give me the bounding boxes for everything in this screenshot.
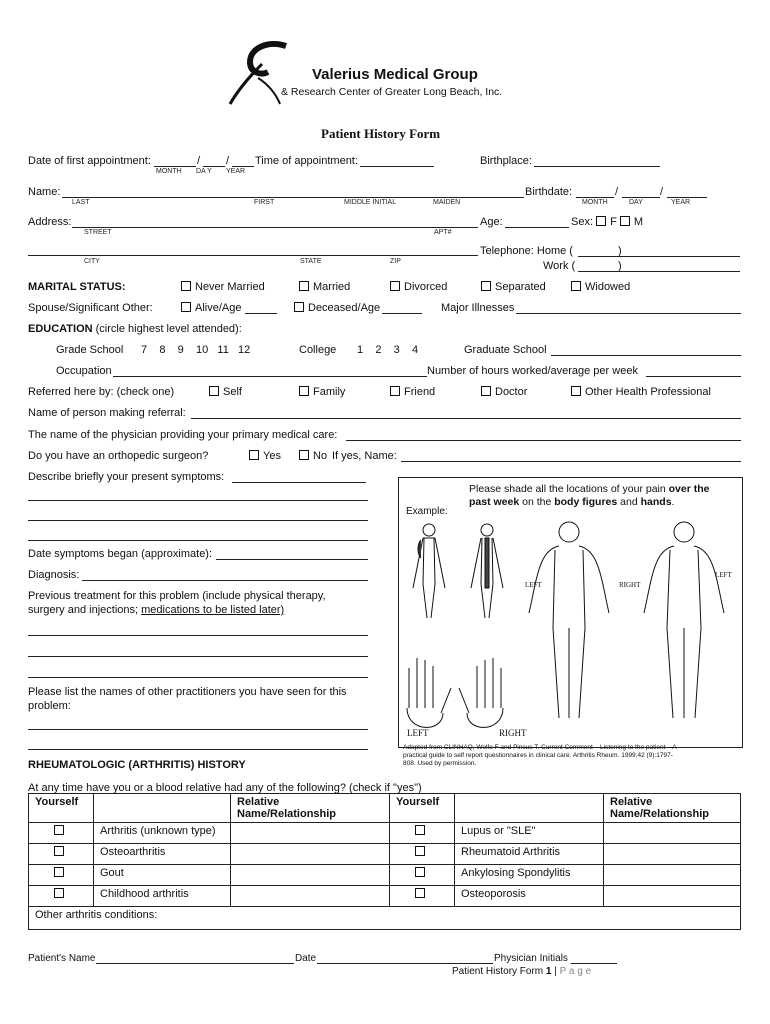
left-label: LEFT (525, 581, 542, 589)
slash: / (660, 186, 664, 198)
date-label: Date (295, 953, 317, 964)
physician-field[interactable] (346, 440, 741, 441)
deceased-age-field[interactable] (382, 313, 422, 314)
checkbox[interactable] (415, 825, 425, 835)
ref-family[interactable]: Family (299, 386, 345, 398)
symptoms-line[interactable] (28, 540, 368, 541)
date-field[interactable] (317, 963, 493, 964)
yourself-header-2: Yourself (390, 794, 455, 823)
appt-year-field[interactable] (232, 166, 254, 167)
condition-label: Gout (94, 865, 231, 886)
hint-year: YEAR (226, 168, 246, 175)
prev-line[interactable] (28, 635, 368, 636)
relative-header-2: Relative Name/Relationship (604, 794, 741, 823)
marital-married[interactable]: Married (299, 281, 350, 293)
spouse-deceased[interactable]: Deceased/Age (294, 302, 380, 314)
hours-field[interactable] (646, 376, 741, 377)
marital-never[interactable]: Never Married (181, 281, 265, 293)
referral-person-label: Name of person making referral: (28, 407, 186, 419)
marital-divorced[interactable]: Divorced (390, 281, 447, 293)
hint-zip: ZIP (390, 258, 401, 265)
city-field[interactable] (28, 255, 478, 256)
birthdate-month-field[interactable] (576, 197, 614, 198)
checkbox[interactable] (415, 846, 425, 856)
appt-time-label: Time of appointment: (255, 155, 358, 167)
checkbox[interactable] (571, 386, 581, 396)
address-label: Address: (28, 216, 72, 228)
prev-treatment-label-2: surgery and injections; medications to be listed later) (28, 604, 285, 616)
page-footer: Patient History Form 1 | P a g e (452, 966, 592, 977)
illnesses-field[interactable] (516, 313, 741, 314)
occupation-field[interactable] (113, 376, 427, 377)
relative-field[interactable] (231, 823, 390, 844)
hours-label: Number of hours worked/average per week (427, 365, 638, 377)
checkbox[interactable] (571, 281, 581, 291)
prev-line[interactable] (28, 677, 368, 678)
graduate-label: Graduate School (464, 344, 547, 356)
birthdate-label: Birthdate: (525, 186, 573, 198)
symptoms-began-field[interactable] (216, 559, 368, 560)
hint-middle: MIDDLE INITIAL (344, 199, 397, 206)
symptoms-field[interactable] (232, 482, 366, 483)
form-title: Patient History Form (321, 126, 441, 141)
relative-field[interactable] (231, 865, 390, 886)
college-options[interactable]: 1 2 3 4 (357, 344, 419, 356)
ref-doctor[interactable]: Doctor (481, 386, 527, 398)
graduate-field[interactable] (551, 355, 741, 356)
checkbox[interactable] (415, 888, 425, 898)
ref-friend[interactable]: Friend (390, 386, 435, 398)
alive-age-field[interactable] (245, 313, 277, 314)
rheum-table (28, 793, 741, 930)
hint-maiden: MAIDEN (433, 199, 461, 206)
rheum-title: RHEUMATOLOGIC (ARTHRITIS) HISTORY (28, 759, 246, 771)
sex-m-checkbox[interactable] (620, 216, 630, 226)
hint-month: MONTH (156, 168, 182, 175)
hint-apt: APT# (434, 229, 452, 236)
pract-line[interactable] (28, 729, 368, 730)
referral-label: Referred here by: (check one) (28, 386, 175, 398)
birthdate-year-field[interactable] (667, 197, 707, 198)
checkbox[interactable] (54, 888, 64, 898)
phone-work-field[interactable] (578, 271, 740, 272)
condition-label: Childhood arthritis (94, 886, 231, 907)
ortho-label: Do you have an orthopedic surgeon? (28, 450, 209, 462)
birthplace-field[interactable] (534, 166, 660, 167)
figure-credit: Adapted from CLINHAQ, Wolfe F and Pincus T. Current Comment – Listening to the patient – A practical guide to self report questionnaires in clinical care. Arthritis Rheum. 1999;42 (9):1797- 808. Used by permission. (403, 744, 677, 767)
org-name: Valerius Medical Group (312, 66, 478, 83)
paren: ) (618, 260, 622, 272)
marital-separated[interactable]: Separated (481, 281, 546, 293)
symptoms-line[interactable] (28, 520, 368, 521)
birthdate-day-field[interactable] (622, 197, 660, 198)
appt-day-field[interactable] (203, 166, 225, 167)
address-field[interactable] (72, 227, 478, 228)
marital-widowed[interactable]: Widowed (571, 281, 630, 293)
grade-school-label: Grade School (56, 344, 124, 356)
checkbox[interactable] (54, 825, 64, 835)
relative-field[interactable] (604, 844, 741, 865)
appt-time-field[interactable] (360, 166, 434, 167)
other-conditions[interactable]: Other arthritis conditions: (29, 907, 741, 930)
yourself-header: Yourself (29, 794, 94, 823)
prev-line[interactable] (28, 656, 368, 657)
checkbox[interactable] (299, 281, 309, 291)
left-label-2: LEFT (715, 571, 732, 579)
ref-other[interactable]: Other Health Professional (571, 386, 711, 398)
condition-label: Ankylosing Spondylitis (455, 865, 604, 886)
symptoms-began-label: Date symptoms began (approximate): (28, 548, 213, 560)
checkbox[interactable] (481, 281, 491, 291)
body-figures-icon[interactable] (399, 518, 742, 748)
hand-right-label: RIGHT (499, 728, 527, 738)
hint-day: DA Y (196, 168, 212, 175)
condition-label: Osteoarthritis (94, 844, 231, 865)
relative-field[interactable] (231, 886, 390, 907)
patient-name-field[interactable] (96, 963, 294, 964)
checkbox[interactable] (299, 386, 309, 396)
grade-options[interactable]: 7 8 9 10 11 12 (141, 344, 251, 356)
name-label: Name: (28, 186, 61, 198)
spouse-label: Spouse/Significant Other: (28, 302, 153, 314)
checkbox[interactable] (415, 867, 425, 877)
spouse-alive[interactable]: Alive/Age (181, 302, 241, 314)
diagnosis-field[interactable] (82, 580, 368, 581)
hand-left-label: LEFT (407, 728, 429, 738)
rheum-question: At any time have you or a blood relative had any of the following? (check if "yes") (28, 782, 422, 794)
slash: / (615, 186, 619, 198)
practitioners-label: Please list the names of other practitioners you have seen for this (28, 686, 347, 698)
checkbox[interactable] (294, 302, 304, 312)
condition-label: Osteoporosis (455, 886, 604, 907)
slash: / (197, 155, 201, 167)
college-label: College (299, 344, 337, 356)
ortho-yes[interactable]: Yes (249, 450, 281, 462)
checkbox[interactable] (209, 386, 219, 396)
checkbox[interactable] (390, 386, 400, 396)
relative-header: Relative Name/Relationship (231, 794, 390, 823)
age-field[interactable] (505, 227, 569, 228)
referral-person-field[interactable] (191, 418, 741, 419)
example-label: Example: (406, 506, 448, 517)
initials-label: Physician Initials (494, 953, 568, 964)
hint-state: STATE (300, 258, 322, 265)
hint-city: CITY (84, 258, 100, 265)
checkbox[interactable] (390, 281, 400, 291)
phone-home-field[interactable] (578, 256, 740, 257)
checkbox[interactable] (181, 302, 191, 312)
relative-field[interactable] (604, 886, 741, 907)
illnesses-label: Major Illnesses (441, 302, 515, 314)
hint-last: LAST (72, 199, 90, 206)
checkbox[interactable] (181, 281, 191, 291)
initials-field[interactable] (571, 963, 617, 964)
checkbox[interactable] (54, 846, 64, 856)
hint-first: FIRST (254, 199, 275, 206)
ref-self[interactable]: Self (209, 386, 242, 398)
condition-label: Rheumatoid Arthritis (455, 844, 604, 865)
name-field[interactable] (62, 197, 524, 198)
paren: ) (618, 245, 622, 257)
birthplace-label: Birthplace: (480, 155, 532, 167)
phone-home-label: Telephone: Home ( (480, 245, 573, 257)
relative-field[interactable] (604, 823, 741, 844)
right-label: RIGHT (619, 581, 641, 589)
hint-bmonth: MONTH (582, 199, 608, 206)
practitioners-label-2: problem: (28, 700, 71, 712)
org-subtitle: & Research Center of Greater Long Beach, Inc. (281, 86, 503, 98)
hint-street: STREET (84, 229, 112, 236)
ortho-name-field[interactable] (401, 461, 741, 462)
phone-work-label: Work ( (543, 260, 576, 272)
checkbox[interactable] (54, 867, 64, 877)
ortho-no[interactable]: No (299, 450, 327, 462)
occupation-label: Occupation (56, 365, 112, 377)
pain-instructions: Please shade all the locations of your pain over the past week on the body figures and hands. (469, 483, 710, 508)
patient-name-label: Patient's Name (28, 953, 96, 964)
hint-bday: DAY (629, 199, 643, 206)
sex-label: Sex: F M (571, 216, 644, 228)
ortho-ifyes-label: If yes, Name: (332, 450, 397, 462)
hint-byear: YEAR (671, 199, 691, 206)
condition-label: Arthritis (unknown type) (94, 823, 231, 844)
education-label: EDUCATION (circle highest level attended): (28, 323, 242, 335)
checkbox[interactable] (481, 386, 491, 396)
symptoms-label: Describe briefly your present symptoms: (28, 471, 225, 483)
symptoms-line[interactable] (28, 500, 368, 501)
marital-label: MARITAL STATUS: (28, 281, 126, 293)
prev-treatment-label: Previous treatment for this problem (include physical therapy, (28, 590, 326, 602)
diagnosis-label: Diagnosis: (28, 569, 80, 581)
pain-figure-box[interactable] (398, 477, 743, 748)
sex-f-checkbox[interactable] (596, 216, 606, 226)
physician-label: The name of the physician providing your primary medical care: (28, 429, 338, 441)
slash: / (226, 155, 230, 167)
condition-label: Lupus or "SLE" (455, 823, 604, 844)
checkbox[interactable] (299, 450, 309, 460)
appt-month-field[interactable] (154, 166, 196, 167)
relative-field[interactable] (604, 865, 741, 886)
pract-line[interactable] (28, 749, 368, 750)
relative-field[interactable] (231, 844, 390, 865)
appt-date-label: Date of first appointment: (28, 155, 151, 167)
checkbox[interactable] (249, 450, 259, 460)
age-label: Age: (480, 216, 503, 228)
